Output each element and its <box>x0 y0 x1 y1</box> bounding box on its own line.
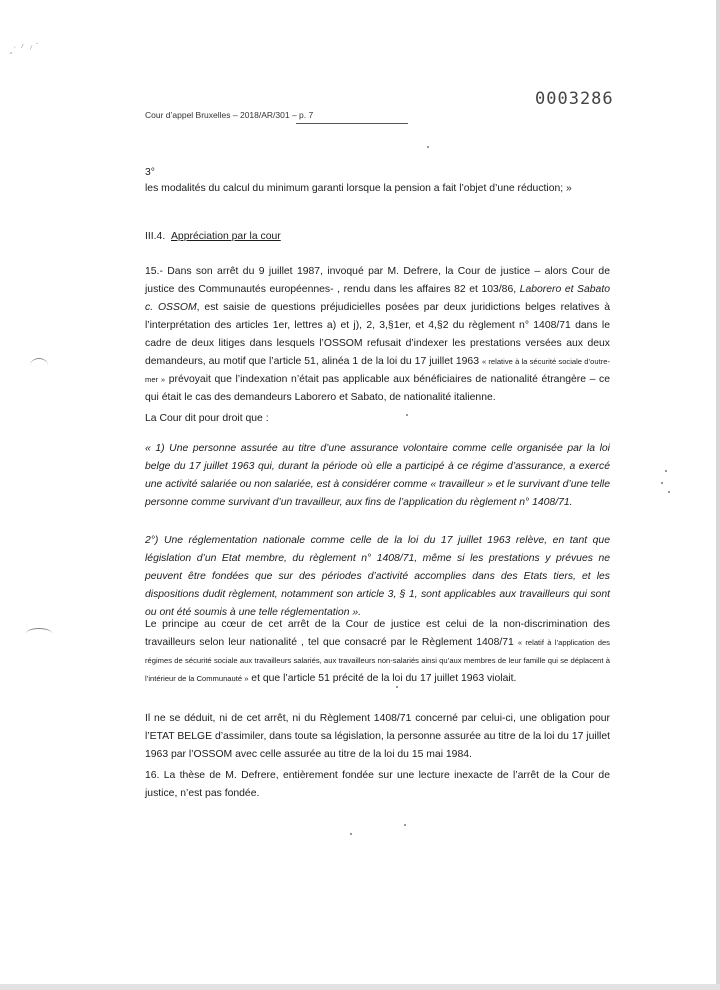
list-item-number: 3° <box>145 167 155 178</box>
principle-paragraph <box>145 616 610 688</box>
para15-lead: 15.- Dans son arrêt du 9 juillet 1987, invoqué par M. Defrere, la Cour de justice – alors Cour de justice des Communautés européennes- , rendu dans les affaires 82 et 103/86, <box>145 266 610 295</box>
scan-speck <box>668 491 670 493</box>
para15-quoted-title: « relative à la sécurité sociale d’outre-mer » <box>145 357 610 384</box>
scan-edge-shadow <box>716 0 720 990</box>
para15-end: prévoyait que l’indexation n’était pas applicable aux bénéficiaires de nationalité étrangère – ce qui était le cas des demandeurs Laborero et Sabato, de nationalité italienne. <box>145 374 610 403</box>
scan-speck <box>665 470 667 472</box>
ruling-1: « 1) Une personne assurée au titre d’une assurance volontaire comme celle organisée par la loi belge du 17 juillet 1963 qui, durant la période où elle a participé à ce régime d’assurance, a exercé une activité salariée ou non salariée, est à considérer comme « travailleur » et le survivant d’une telle personne comme survivant d’un travailleur, aux fins de l’application du règlement n° 1408/71. <box>145 443 610 508</box>
paragraph-15 <box>145 263 610 407</box>
para15-middle: , est saisie de questions préjudicielles posées par deux juridictions belges relatives à l’interprétation des articles 1er, lettres a) et j), 2, 3,§1er, et 4,§2 du règlement n° 1408/71 dans le cadre de deux litiges dans lesquels l’OSSOM refusait d’indexer les prestations versées aux deux demandeurs, au motif que l’article 51, alinéa 1 de la loi du 17 juillet 1963 <box>145 302 610 367</box>
court-says-line: La Cour dit pour droit que : <box>145 413 269 424</box>
header-underline <box>296 123 408 124</box>
deduction-paragraph: Il ne se déduit, ni de cet arrêt, ni du Règlement 1408/71 concerné par celui-ci, une obligation pour l’ETAT BELGE d’assimiler, dans toute sa législation, la personne assurée au titre de la loi du 17 juillet 1963 par l’OSSOM avec celle assurée au titre de la loi du 15 mai 1984. <box>145 713 610 760</box>
margin-hole-mark-top <box>30 358 48 373</box>
ruling-2: 2°) Une réglementation nationale comme celle de la loi du 17 juillet 1963 relève, en tant que législation d’un Etat membre, du règlement n° 1408/71, même si les prestations y prévues ne peuvent être fondées que sur des périodes d’activité accomplies dans des Etats tiers, et les dispositions dudit règlement, notamment son article 3, § 1, sont applicables aux travailleurs qui sont ou ont été soumis à une telle réglementation ». <box>145 535 610 618</box>
scan-marks: - ˙ ⸍ ⸝ · <box>7 37 41 59</box>
principle-lead: Le principe au cœur de cet arrêt de la Cour de justice est celui de la non-discrimination des travailleurs selon leur nationalité , tel que consacré par le Règlement 1408/71 <box>145 619 610 648</box>
section-title: Appréciation par la cour <box>171 231 281 242</box>
page-stamp-number: 0003286 <box>535 89 614 109</box>
section-heading <box>145 228 610 246</box>
scan-speck <box>661 482 663 484</box>
paragraph-16: 16. La thèse de M. Defrere, entièrement fondée sur une lecture inexacte de l’arrêt de la Cour de justice, n’est pas fondée. <box>145 770 610 799</box>
section-number: III.4. <box>145 231 166 242</box>
principle-regulation-title: « relatif à l’application des régimes de sécurité sociale aux travailleurs salariés, aux travailleurs non-salariés ainsi qu’aux membres de leur famille qui se déplacent à l’intérieur de la Communauté » <box>145 638 610 683</box>
quote-end-text: les modalités du calcul du minimum garanti lorsque la pension a fait l’objet d’une réduction; » <box>145 183 572 194</box>
scan-speck <box>427 146 429 148</box>
scan-speck <box>350 833 352 835</box>
margin-hole-mark-bottom <box>26 628 52 639</box>
court-reference: Cour d’appel Bruxelles – 2018/AR/301 – p. 7 <box>145 110 314 120</box>
para15-case-name: Laborero et Sabato c. OSSOM <box>145 284 610 313</box>
scan-speck <box>404 824 406 826</box>
principle-end: et que l’article 51 précité de la loi du 17 juillet 1963 violait. <box>248 673 517 684</box>
scan-bottom-edge <box>0 984 720 990</box>
